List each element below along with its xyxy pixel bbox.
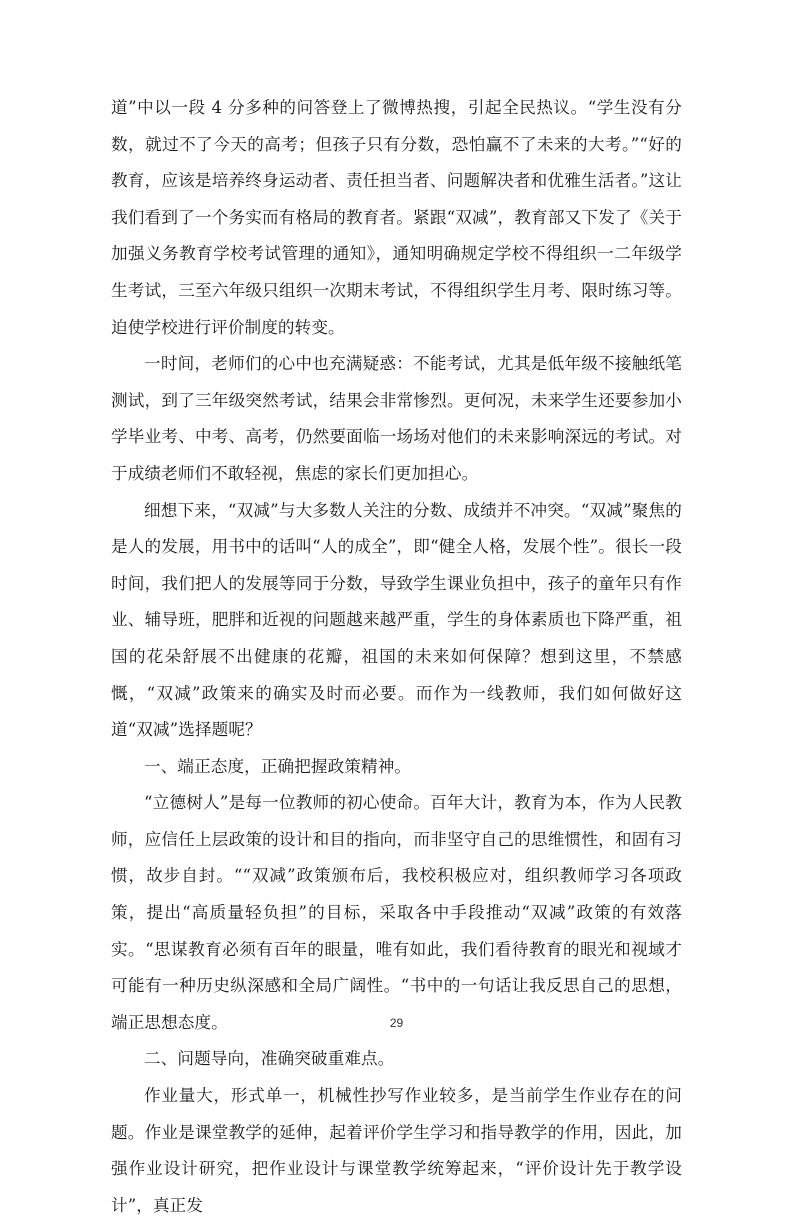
section-heading-1: 一、端正态度，正确把握政策精神。 (144, 756, 412, 776)
paragraph-continuation: 道”中以一段 4 分多种的问答登上了微博热搜，引起全民热议。“学生没有分数，就过不了今天的高考；但孩子只有分数，恐怕赢不了未来的大考。”“好的教育，应该是培养终身运动者、责任担当者、问题解决者和优雅生活者。”这让我们看到了一个务实而有格局的教育者。紧跟“双减”，教育部又下发了《关于加强义务教育学校考试管理的通知》，通知明确规定学校不得组织一二年级学生考试，三至六年级只组织一次期末考试，不得组织学生月考、限时练习等。迫使学校进行评价制度的转变。 (111, 98, 682, 337)
document-body (111, 90, 682, 1224)
section-heading-2: 二、问题导向，准确突破重难点。 (144, 1049, 395, 1069)
paragraph-double-reduction-focus: 细想下来，“双减”与大多数人关注的分数、成绩并不冲突。“双减”聚焦的是人的发展，用书中的话叫“人的成全”，即“健全人格，发展个性”。很长一段时间，我们把人的发展等同于分数，导致学生课业负担中，孩子的童年只有作业、辅导班，肥胖和近视的问题越来越严重，学生的身体素质也下降严重，祖国的花朵舒展不出健康的花瓣，祖国的未来如何保障？想到这里，不禁感慨，“双减”政策来的确实及时而必要。而作为一线教师，我们如何做好这道“双减”选择题呢？ (111, 500, 682, 740)
paragraph-moral-education: “立德树人”是每一位教师的初心使命。百年大计，教育为本，作为人民教师，应信任上层政策的设计和目的指向，而非坚守自己的思维惯性，和固有习惯，故步自封。““双减”政策颁布后，我校积极应对，组织教师学习各项政策，提出“高质量轻负担”的目标，采取各中手段推动“双减”政策的有效落实。“思谋教育必须有百年的眼量，唯有如此，我们看待教育的眼光和视域才可能有一种历史纵深感和全局广阔性。“书中的一句话让我反思自己的思想，端正思想态度。 (111, 793, 682, 1032)
paragraph-teacher-doubts: 一时间，老师们的心中也充满疑惑：不能考试，尤其是低年级不接触纸笔测试，到了三年级突然考试，结果会非常惨烈。更何况，未来学生还要参加小学毕业考、中考、高考，仍然要面临一场场对他们的未来影响深远的考试。对于成绩老师们不敢轻视，焦虑的家长们更加担心。 (111, 354, 682, 483)
page-number: 29 (389, 1016, 404, 1030)
paragraph-homework-issues: 作业量大，形式单一，机械性抄写作业较多，是当前学生作业存在的问题。作业是课堂教学的延伸，起着评价学生学习和指导教学的作用，因此，加强作业设计研究，把作业设计与课堂教学统筹起来，“评价设计先于教学设计”，真正发 (111, 1086, 682, 1215)
